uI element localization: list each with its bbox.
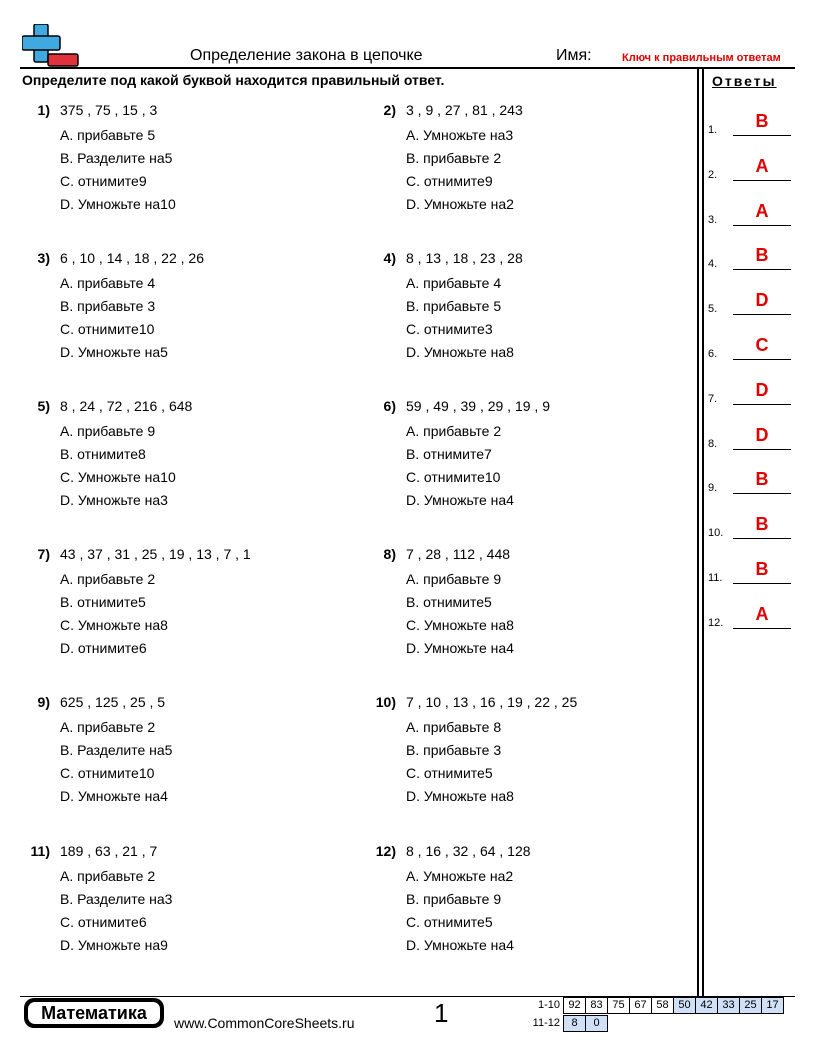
- answer-option: D. Умножьте на4: [406, 640, 514, 656]
- answer-option: D. Умножьте на8: [406, 788, 514, 804]
- answer-option: B. прибавьте 2: [406, 150, 502, 166]
- answer-value: A: [755, 155, 769, 176]
- score-cell: 92: [563, 997, 586, 1014]
- answer-value: B: [755, 111, 769, 131]
- answer-option: A. прибавьте 8: [406, 719, 502, 735]
- answer-option: A. прибавьте 2: [60, 868, 156, 884]
- score-row-label: 11-12: [532, 1017, 560, 1029]
- question-number: 4): [383, 250, 396, 266]
- answer-option: C. Умножьте на10: [60, 469, 176, 485]
- answer-option: D. Умножьте на5: [60, 344, 168, 360]
- score-cell: 83: [585, 997, 608, 1014]
- answer-option: B. отнимите7: [406, 446, 492, 462]
- answer-option: B. отнимите5: [60, 594, 146, 610]
- answer-option: D. Умножьте на9: [60, 937, 168, 953]
- answer-row: [708, 200, 798, 228]
- question-number: 10): [375, 694, 396, 710]
- answer-option: A. Умножьте на2: [406, 868, 514, 884]
- answer-value: B: [755, 514, 769, 535]
- answer-line: [733, 359, 791, 360]
- answer-row: [708, 514, 798, 541]
- number-sequence: 8 , 24 , 72 , 216 , 648: [60, 398, 193, 414]
- score-cell: 8: [563, 1015, 586, 1032]
- number-sequence: 6 , 10 , 14 , 18 , 22 , 26: [60, 250, 204, 266]
- answer-line: [733, 583, 791, 584]
- answer-option: B. Разделите на5: [60, 150, 173, 166]
- answer-line: [733, 269, 791, 270]
- answer-row: [708, 155, 798, 183]
- answer-option: D. Умножьте на4: [406, 937, 514, 953]
- answer-line: [733, 538, 791, 539]
- question-number: 8): [383, 546, 396, 562]
- score-cell: 58: [651, 997, 674, 1014]
- answer-number: 4.: [708, 258, 718, 271]
- answer-line: [733, 225, 791, 226]
- number-sequence: 8 , 16 , 32 , 64 , 128: [406, 843, 531, 859]
- number-sequence: 59 , 49 , 39 , 29 , 19 , 9: [406, 398, 550, 414]
- answer-row: [708, 379, 798, 407]
- answer-line: [733, 628, 791, 629]
- answer-number: 11.: [708, 572, 723, 584]
- question-number: 9): [37, 694, 50, 710]
- answer-row: [708, 245, 798, 272]
- answer-number: 12.: [708, 616, 724, 629]
- answer-option: C. отнимите10: [406, 469, 501, 485]
- answer-option: A. прибавьте 9: [60, 423, 156, 439]
- answer-option: A. прибавьте 4: [60, 275, 156, 291]
- answer-option: A. прибавьте 9: [406, 571, 502, 587]
- answer-option: B. отнимите5: [406, 594, 492, 610]
- page-number: 1: [434, 998, 449, 1028]
- answer-number: 8.: [708, 437, 718, 450]
- answer-row: [708, 559, 798, 586]
- answer-value: C: [755, 335, 769, 355]
- answer-number: 9.: [708, 482, 718, 495]
- question-number: 6): [383, 398, 396, 414]
- answer-row: [708, 111, 798, 138]
- answer-line: [733, 135, 791, 136]
- answer-number: 10.: [708, 527, 724, 540]
- answers-title: Ответы: [712, 73, 777, 89]
- score-cell: 50: [673, 997, 696, 1014]
- answer-value: B: [755, 469, 769, 490]
- answer-option: B. прибавьте 9: [406, 891, 502, 907]
- number-sequence: 625 , 125 , 25 , 5: [60, 694, 166, 710]
- answer-option: D. Умножьте на8: [406, 344, 514, 360]
- answer-option: B. прибавьте 3: [406, 742, 502, 758]
- answer-option: A. прибавьте 4: [406, 275, 502, 291]
- answer-row: [708, 335, 798, 362]
- answer-option: A. Умножьте на3: [406, 127, 514, 143]
- question-number: 5): [37, 398, 50, 414]
- answer-option: C. отнимите9: [406, 173, 493, 189]
- header-divider: [20, 67, 795, 69]
- number-sequence: 43 , 37 , 31 , 25 , 19 , 13 , 7 , 1: [60, 546, 251, 562]
- site-url: www.CommonCoreSheets.ru: [174, 1015, 355, 1031]
- answer-number: 5.: [708, 303, 718, 316]
- question-number: 1): [37, 102, 50, 118]
- answer-option: B. прибавьте 5: [406, 298, 502, 314]
- page-title: Определение закона в цепочке: [190, 47, 423, 64]
- answer-option: B. прибавьте 3: [60, 298, 156, 314]
- answer-option: C. отнимите5: [406, 914, 493, 930]
- brand-badge: [24, 998, 164, 1028]
- score-row: [530, 1015, 608, 1031]
- number-sequence: 7 , 28 , 112 , 448: [406, 546, 511, 562]
- question-number: 12): [375, 843, 396, 859]
- number-sequence: 7 , 10 , 13 , 16 , 19 , 22 , 25: [406, 694, 578, 710]
- answer-value: D: [755, 379, 769, 400]
- answer-option: D. Умножьте на10: [60, 196, 176, 212]
- score-cell: 42: [695, 997, 718, 1014]
- plus-minus-logo-icon: [22, 24, 80, 68]
- answer-number: 7.: [708, 392, 718, 405]
- answer-line: [733, 180, 791, 181]
- question-number: 7): [37, 546, 50, 562]
- number-sequence: 375 , 75 , 15 , 3: [60, 102, 158, 118]
- answer-row: [708, 603, 798, 631]
- question-number: 2): [383, 102, 396, 118]
- answer-option: C. отнимите10: [60, 765, 155, 781]
- answer-number: 3.: [708, 213, 718, 226]
- answer-option: B. отнимите8: [60, 446, 146, 462]
- score-row-label: 1-10: [537, 999, 560, 1011]
- score-cell: 75: [607, 997, 630, 1014]
- answer-value: D: [755, 424, 769, 445]
- question-number: 3): [37, 250, 50, 266]
- answer-option: B. Разделите на3: [60, 891, 173, 907]
- answer-value: B: [755, 559, 769, 579]
- score-cell: 0: [585, 1015, 608, 1032]
- answer-option: D. Умножьте на3: [60, 492, 168, 508]
- answer-value: B: [755, 245, 769, 266]
- answer-option: C. Умножьте на8: [406, 617, 514, 633]
- answer-option: A. прибавьте 2: [406, 423, 502, 439]
- answer-option: A. прибавьте 2: [60, 571, 156, 587]
- score-row: [530, 997, 784, 1013]
- answer-option: A. прибавьте 2: [60, 719, 156, 735]
- score-cell: 25: [739, 997, 762, 1014]
- answer-value: A: [755, 200, 769, 221]
- answer-line: [733, 404, 791, 405]
- name-label: Имя:: [556, 47, 592, 64]
- answer-option: C. отнимите5: [406, 765, 493, 781]
- answer-line: [733, 449, 791, 450]
- answer-key-label: Ключ к правильным ответам: [622, 52, 781, 64]
- number-sequence: 189 , 63 , 21 , 7: [60, 843, 158, 859]
- answer-option: C. Умножьте на8: [60, 617, 168, 633]
- answer-value: D: [755, 290, 769, 311]
- answer-option: D. Умножьте на2: [406, 196, 514, 212]
- answer-option: B. Разделите на5: [60, 742, 173, 758]
- answer-line: [733, 493, 791, 494]
- score-cell: 33: [717, 997, 740, 1014]
- answer-option: C. отнимите9: [60, 173, 147, 189]
- brand-label: Математика: [28, 1002, 160, 1024]
- answer-option: D. Умножьте на4: [406, 492, 514, 508]
- answers-column-divider-inner: [702, 67, 704, 997]
- answer-option: D. отнимите6: [60, 640, 147, 656]
- answer-option: C. отнимите10: [60, 321, 155, 337]
- question-number: 11): [30, 843, 50, 859]
- number-sequence: 8 , 13 , 18 , 23 , 28: [406, 250, 523, 266]
- number-sequence: 3 , 9 , 27 , 81 , 243: [406, 102, 523, 118]
- answer-row: [708, 424, 798, 452]
- instructions: Определите под какой буквой находится правильный ответ.: [22, 72, 445, 88]
- answer-number: 6.: [708, 348, 718, 360]
- answer-number: 1.: [708, 124, 718, 136]
- answer-value: A: [755, 603, 769, 624]
- answer-number: 2.: [708, 168, 718, 181]
- answer-line: [733, 314, 791, 315]
- answer-option: A. прибавьте 5: [60, 127, 156, 143]
- answer-row: [708, 469, 798, 496]
- answer-option: C. отнимите3: [406, 321, 493, 337]
- answer-option: C. отнимите6: [60, 914, 147, 930]
- answer-option: D. Умножьте на4: [60, 788, 168, 804]
- score-cell: 17: [761, 997, 784, 1014]
- score-cell: 67: [629, 997, 652, 1014]
- answers-column-divider: [697, 67, 699, 997]
- answer-row: [708, 290, 798, 317]
